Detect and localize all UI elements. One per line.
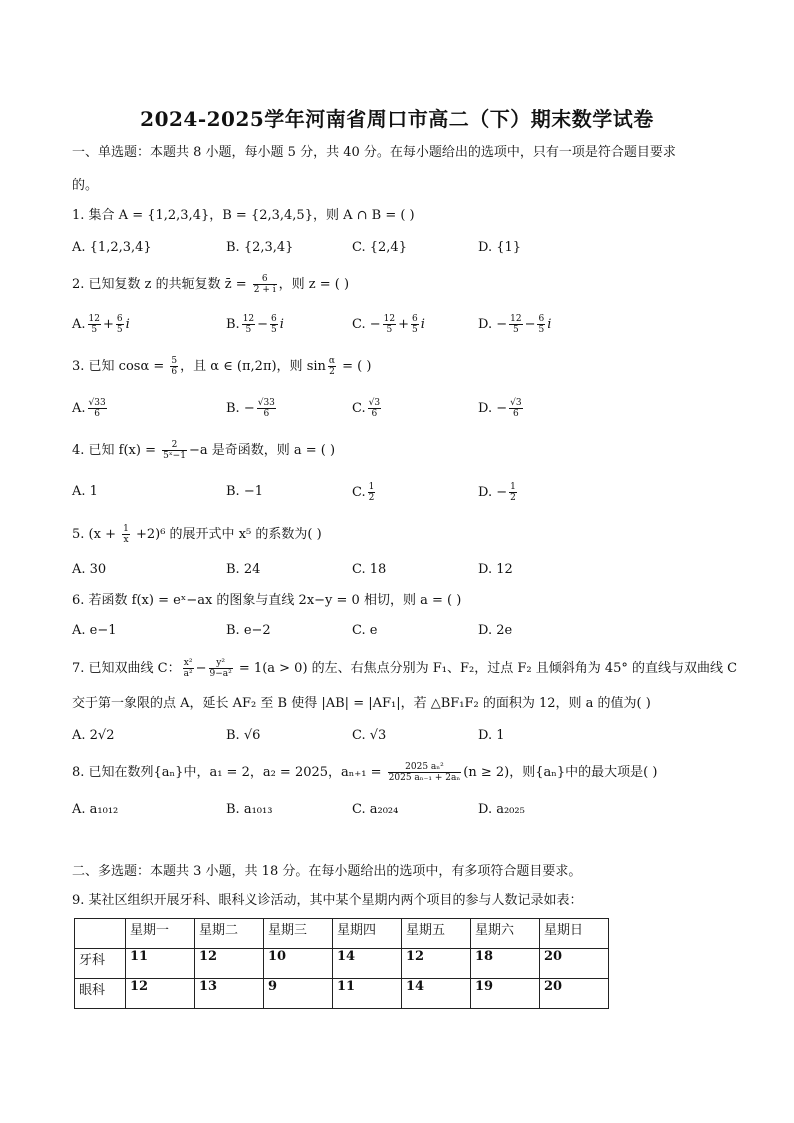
table-row-label: 牙科 (75, 949, 126, 979)
table-cell: 20 (540, 949, 609, 979)
q2-c-num2: 6 (412, 314, 418, 324)
q2-b-frac1 (242, 314, 255, 335)
q3-frac2-num: α (328, 356, 335, 366)
q4-option-a: A. 1 (72, 484, 98, 499)
table-cell: 14 (402, 979, 471, 1009)
q3-c-den: 6 (371, 409, 378, 419)
q2-frac-den: 2 + i (253, 285, 276, 295)
q8-frac-num: 2025 aₙ² (388, 762, 462, 773)
table-cell: 11 (126, 949, 195, 979)
q7-frac2 (209, 658, 233, 679)
table-cell: 11 (333, 979, 402, 1009)
q2-option-d (478, 314, 551, 335)
q4-option-b: B. −1 (226, 484, 263, 499)
q7-option-a: A. 2√2 (72, 728, 115, 743)
q2-b-tail: i (279, 317, 284, 332)
q3-option-d (478, 398, 525, 419)
q3-d-label: D. − (478, 401, 508, 416)
q2-b-num1: 12 (242, 314, 255, 324)
q8-stem-post: (n ≥ 2)，则{aₙ}中的最大项是( ) (463, 765, 658, 780)
table-header-cell: 星期二 (195, 919, 264, 949)
q2-d-den2: 5 (538, 325, 545, 335)
q5-frac-num: 1 (123, 524, 129, 534)
q8-option-d: D. a₂₀₂₅ (478, 802, 525, 817)
q4-option-d (478, 482, 519, 503)
q2-d-frac2 (537, 314, 545, 335)
q2-stem-pre: 2. 已知复数 z 的共轭复数 z̄ = (72, 277, 251, 292)
q5-frac-den: x (123, 535, 129, 545)
q3-frac1 (170, 356, 178, 377)
section1-header-cont: 的。 (72, 178, 99, 193)
q4-frac (162, 440, 187, 461)
table-cell: 18 (471, 949, 540, 979)
q2-stem (72, 274, 732, 295)
q3-d-frac (509, 398, 522, 419)
q2-d-tail: i (547, 317, 552, 332)
q2-option-c (352, 314, 425, 335)
q4-option-c (352, 482, 377, 503)
q4-c-num: 1 (368, 482, 375, 492)
q2-frac-num: 6 (253, 274, 277, 285)
q5-option-a: A. 30 (72, 562, 107, 577)
q2-b-label: B. (226, 317, 240, 332)
q8-option-a: A. a₁₀₁₂ (72, 802, 119, 817)
q8-option-c: C. a₂₀₂₄ (352, 802, 399, 817)
q2-a-tail: i (125, 317, 130, 332)
table-cell: 14 (333, 949, 402, 979)
q4-stem-post: −a 是奇函数，则 a = ( ) (188, 443, 336, 458)
q4-d-den: 2 (510, 493, 516, 503)
q2-a-den2: 5 (116, 325, 123, 335)
q2-option-a (72, 314, 130, 335)
table-header-cell: 星期三 (264, 919, 333, 949)
q6-option-d: D. 2e (478, 623, 513, 638)
q5-option-b: B. 24 (226, 562, 261, 577)
q3-frac1-num: 5 (171, 356, 178, 366)
q5-option-d: D. 12 (478, 562, 513, 577)
q4-d-label: D. − (478, 485, 508, 500)
table-cell: 12 (126, 979, 195, 1009)
q4-c-den: 2 (368, 493, 375, 503)
q2-option-b (226, 314, 284, 335)
table-header-cell: 星期一 (126, 919, 195, 949)
q7-frac1 (183, 658, 194, 679)
q7-stem-pre: 7. 已知双曲线 C： (72, 661, 181, 676)
q2-a-den1: 5 (91, 325, 98, 335)
q2-a-op: + (102, 317, 114, 332)
table-header-cell: 星期四 (333, 919, 402, 949)
q7-stem-post: = 1(a > 0) 的左、右焦点分别为 F₁、F₂，过点 F₂ 且倾斜角为 45° 的直线与双曲线 C (234, 661, 738, 676)
q1-stem: 1. 集合 A = {1,2,3,4}，B = {2,3,4,5}，则 A ∩ B = ( ) (72, 208, 415, 223)
table-row (75, 979, 609, 1009)
table-cell: 9 (264, 979, 333, 1009)
q5-option-c: C. 18 (352, 562, 387, 577)
q2-a-frac2 (116, 314, 124, 335)
q5-frac (122, 524, 130, 545)
q2-a-num1: 12 (88, 314, 100, 324)
q2-b-frac2 (270, 314, 278, 335)
table-cell: 13 (195, 979, 264, 1009)
q2-stem-post: ，则 z = ( ) (278, 277, 350, 292)
q9-stem: 9. 某社区组织开展牙科、眼科义诊活动，其中某个星期内两个项目的参与人数记录如表： (72, 893, 583, 908)
q2-fraction (253, 274, 277, 295)
q2-a-frac1 (88, 314, 101, 335)
q8-frac (388, 762, 462, 783)
q3-d-den: 6 (512, 409, 519, 419)
q2-d-op: − (524, 317, 536, 332)
q2-d-num1: 12 (510, 314, 522, 324)
q1-option-d: D. {1} (478, 240, 522, 255)
q3-a-label: A. (72, 401, 86, 416)
q2-c-tail: i (420, 317, 425, 332)
q7-option-d: D. 1 (478, 728, 505, 743)
q2-b-num2: 6 (271, 314, 277, 324)
q3-stem (72, 356, 732, 377)
q3-c-frac (368, 398, 381, 419)
q6-option-a: A. e−1 (72, 623, 117, 638)
q7-stem: 7. 已知双曲线 C： $\frac{\text{x²}}{\text{a²}}$ − $\frac{\text{y²}}{\text{9−a²}}$ = 1(a > 0) 的左、右焦点分别为 F₁、F₂，过点 F₂ 且倾斜角为 45° 的直线与双曲线 C (72, 658, 738, 679)
q4-c-label: C. (352, 485, 366, 500)
q1-option-b: B. {2,3,4} (226, 240, 294, 255)
q3-a-num: √33 (88, 398, 106, 408)
q2-c-frac1 (383, 314, 396, 335)
q6-stem: 6. 若函数 f(x) = eˣ−ax 的图象与直线 2x−y = 0 相切，则 a = ( ) (72, 593, 462, 608)
q3-d-num: √3 (510, 398, 522, 408)
table-cell: 12 (402, 949, 471, 979)
q4-frac-num: 2 (162, 440, 187, 451)
q7-frac2-den: 9−a² (209, 669, 232, 679)
q2-c-op: + (398, 317, 409, 332)
q7-option-b: B. √6 (226, 728, 261, 743)
q2-b-op: − (257, 317, 269, 332)
section2-header: 二、多选题：本题共 3 小题，共 18 分。在每小题给出的选项中，有多项符合题目要求。 (72, 864, 582, 879)
q7-frac1-den: a² (183, 669, 193, 679)
q3-option-c (352, 398, 383, 419)
q4-d-frac (509, 482, 517, 503)
q3-b-label: B. − (226, 401, 255, 416)
q5-stem-pre: 5. (x + (72, 527, 121, 542)
q6-option-c: C. e (352, 623, 378, 638)
q8-frac-den: 2025 aₙ₋₁ + 2aₙ (388, 773, 461, 783)
q1-option-a: A. {1,2,3,4} (72, 240, 152, 255)
q9-table (74, 918, 609, 1009)
q8-stem (72, 762, 732, 783)
table-cell: 10 (264, 949, 333, 979)
table-header-cell: 星期日 (540, 919, 609, 949)
q6-option-b: B. e−2 (226, 623, 271, 638)
q5-stem-post: +2)⁶ 的展开式中 x⁵ 的系数为( ) (131, 527, 322, 542)
q5-stem (72, 524, 732, 545)
q2-c-label: C. − (352, 317, 381, 332)
table-header-cell: 星期五 (402, 919, 471, 949)
q3-b-den: 6 (263, 409, 270, 419)
q2-c-num1: 12 (383, 314, 396, 324)
q3-frac1-den: 6 (171, 367, 178, 377)
q4-stem-pre: 4. 已知 f(x) = (72, 443, 161, 458)
q8-stem-pre: 8. 已知在数列{aₙ}中，a₁ = 2，a₂ = 2025，aₙ₊₁ = (72, 765, 386, 780)
q3-b-num: √33 (257, 398, 275, 408)
q2-d-frac1 (509, 314, 522, 335)
q3-a-den: 6 (94, 409, 100, 419)
q3-option-a (72, 398, 109, 419)
table-cell: 19 (471, 979, 540, 1009)
q3-c-num: √3 (368, 398, 381, 408)
q3-c-label: C. (352, 401, 366, 416)
page-title: 2024-2025学年河南省周口市高二（下）期末数学试卷 (140, 107, 654, 131)
q3-stem-post: = ( ) (337, 359, 372, 374)
table-cell: 12 (195, 949, 264, 979)
section1-header: 一、单选题：本题共 8 小题，每小题 5 分，共 40 分。在每小题给出的选项中，只有一项是符合题目要求 (72, 145, 676, 160)
q2-c-frac2 (411, 314, 419, 335)
q3-option-b (226, 398, 278, 419)
q4-d-num: 1 (510, 482, 516, 492)
table-header-cell: 星期六 (471, 919, 540, 949)
q3-b-frac (257, 398, 276, 419)
q8-option-b: B. a₁₀₁₃ (226, 802, 273, 817)
table-header-row (75, 919, 609, 949)
table-row-label: 眼科 (75, 979, 126, 1009)
q2-d-label: D. − (478, 317, 508, 332)
table-cell: 20 (540, 979, 609, 1009)
q2-d-num2: 6 (538, 314, 545, 324)
table-row (75, 949, 609, 979)
q3-a-frac (88, 398, 107, 419)
q2-a-label: A. (72, 317, 86, 332)
q7-frac2-num: y² (209, 658, 233, 669)
q2-b-den1: 5 (245, 325, 252, 335)
q2-c-den1: 5 (386, 325, 393, 335)
q2-c-den2: 5 (412, 325, 418, 335)
q7-option-c: C. √3 (352, 728, 387, 743)
q7-stem-line2: 交于第一象限的点 A，延长 AF₂ 至 B 使得 |AB| = |AF₁|，若 △BF₁F₂ 的面积为 12，则 a 的值为( ) (72, 696, 651, 711)
q2-b-den2: 5 (271, 325, 277, 335)
q3-frac2-den: 2 (329, 367, 335, 377)
q1-option-c: C. {2,4} (352, 240, 407, 255)
q3-stem-pre: 3. 已知 cosα = (72, 359, 169, 374)
q3-frac2 (328, 356, 336, 377)
q3-stem-mid: ，且 α ∈ (π,2π)，则 sin (180, 359, 326, 374)
q4-c-frac (368, 482, 376, 503)
q4-frac-den: 5ˣ−1 (163, 451, 186, 461)
table-header-cell (75, 919, 126, 949)
q2-a-num2: 6 (116, 314, 123, 324)
q4-stem (72, 440, 732, 461)
q2-d-den1: 5 (512, 325, 519, 335)
q7-frac1-num: x² (183, 658, 193, 668)
